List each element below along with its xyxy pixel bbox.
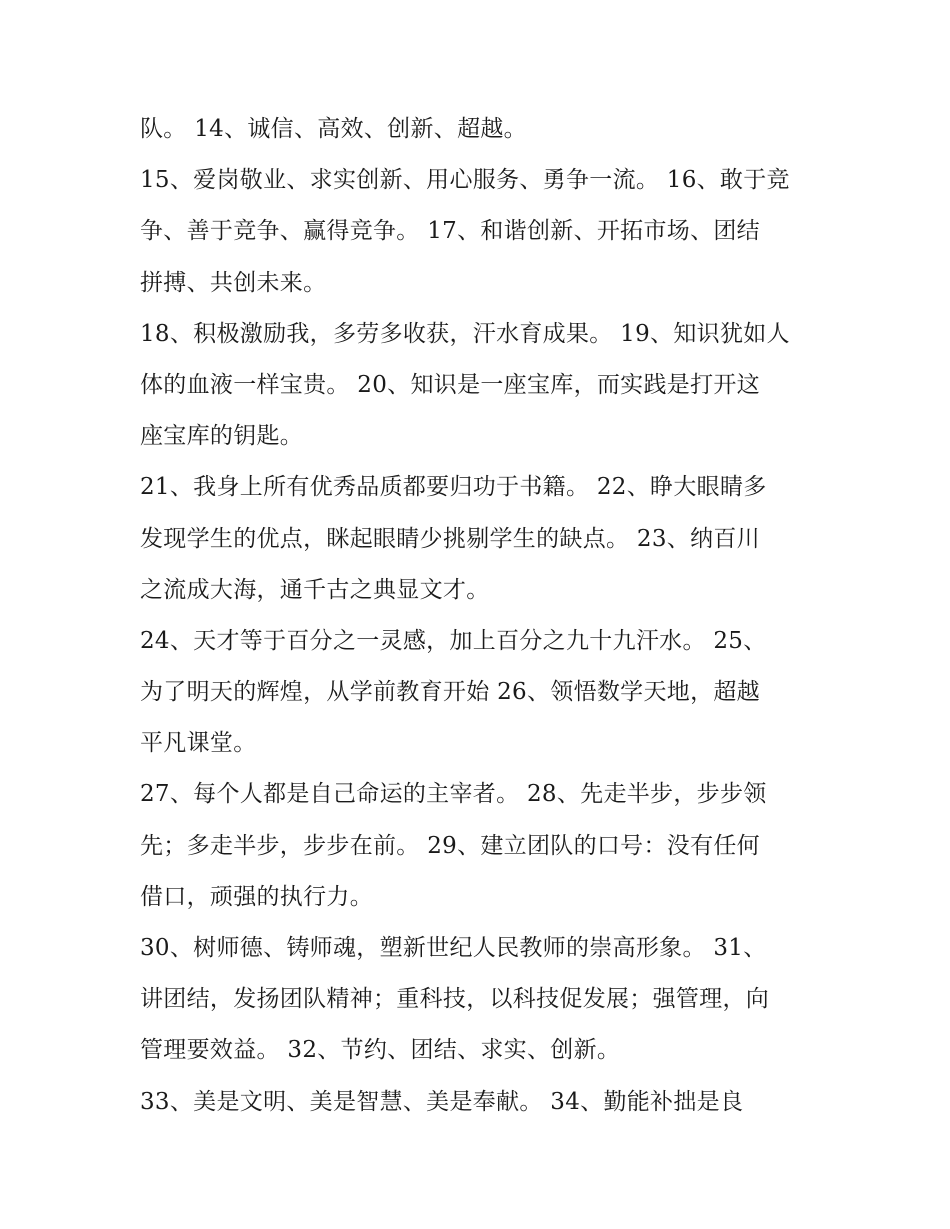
text-line-3: 争、善于竞争、赢得竞争。 17、和谐创新、开拓市场、团结 [140, 218, 760, 245]
text-line-17: 30、树师德、铸师魂，塑新世纪人民教师的崇高形象。 31、 [140, 935, 767, 961]
text-line-5: 18、积极激励我，多劳多收获，汗水育成果。 19、知识犹如人 [140, 320, 790, 347]
text-line-18: 讲团结，发扬团队精神；重科技，以科技促发展；强管理，向 [140, 986, 770, 1013]
text-line-20: 33、美是文明、美是智慧、美是奉献。 34、勤能补拙是良 [140, 1088, 744, 1115]
text-line-11: 24、天才等于百分之一灵感，加上百分之九十九汗水。 25、 [140, 627, 767, 654]
text-line-1: 队。 14、诚信、高效、创新、超越。 [140, 116, 527, 142]
text-line-2: 15、爱岗敬业、求实创新、用心服务、勇争一流。 16、敢于竞 [140, 167, 790, 194]
text-line-8: 21、我身上所有优秀品质都要归功于书籍。 22、睁大眼睛多 [140, 474, 767, 501]
text-line-13: 平凡课堂。 [140, 730, 257, 757]
text-line-15: 先；多走半步，步步在前。 29、建立团队的口号：没有任何 [140, 832, 760, 859]
text-line-19: 管理要效益。 32、节约、团结、求实、创新。 [140, 1037, 621, 1064]
text-line-6: 体的血液一样宝贵。 20、知识是一座宝库，而实践是打开这 [140, 371, 760, 398]
text-line-12: 为了明天的辉煌，从学前教育开始 26、领悟数学天地，超越 [140, 679, 760, 706]
text-line-7: 座宝库的钥匙。 [140, 423, 304, 450]
text-line-16: 借口，顽强的执行力。 [140, 883, 373, 910]
text-line-9: 发现学生的优点，眯起眼睛少挑剔学生的缺点。 23、纳百川 [140, 525, 760, 552]
body-text [140, 104, 830, 1128]
text-line-10: 之流成大海，通千古之典显文才。 [140, 576, 490, 603]
text-line-14: 27、每个人都是自己命运的主宰者。 28、先走半步，步步领 [140, 781, 767, 808]
text-line-4: 拼搏、共创未来。 [140, 269, 327, 296]
